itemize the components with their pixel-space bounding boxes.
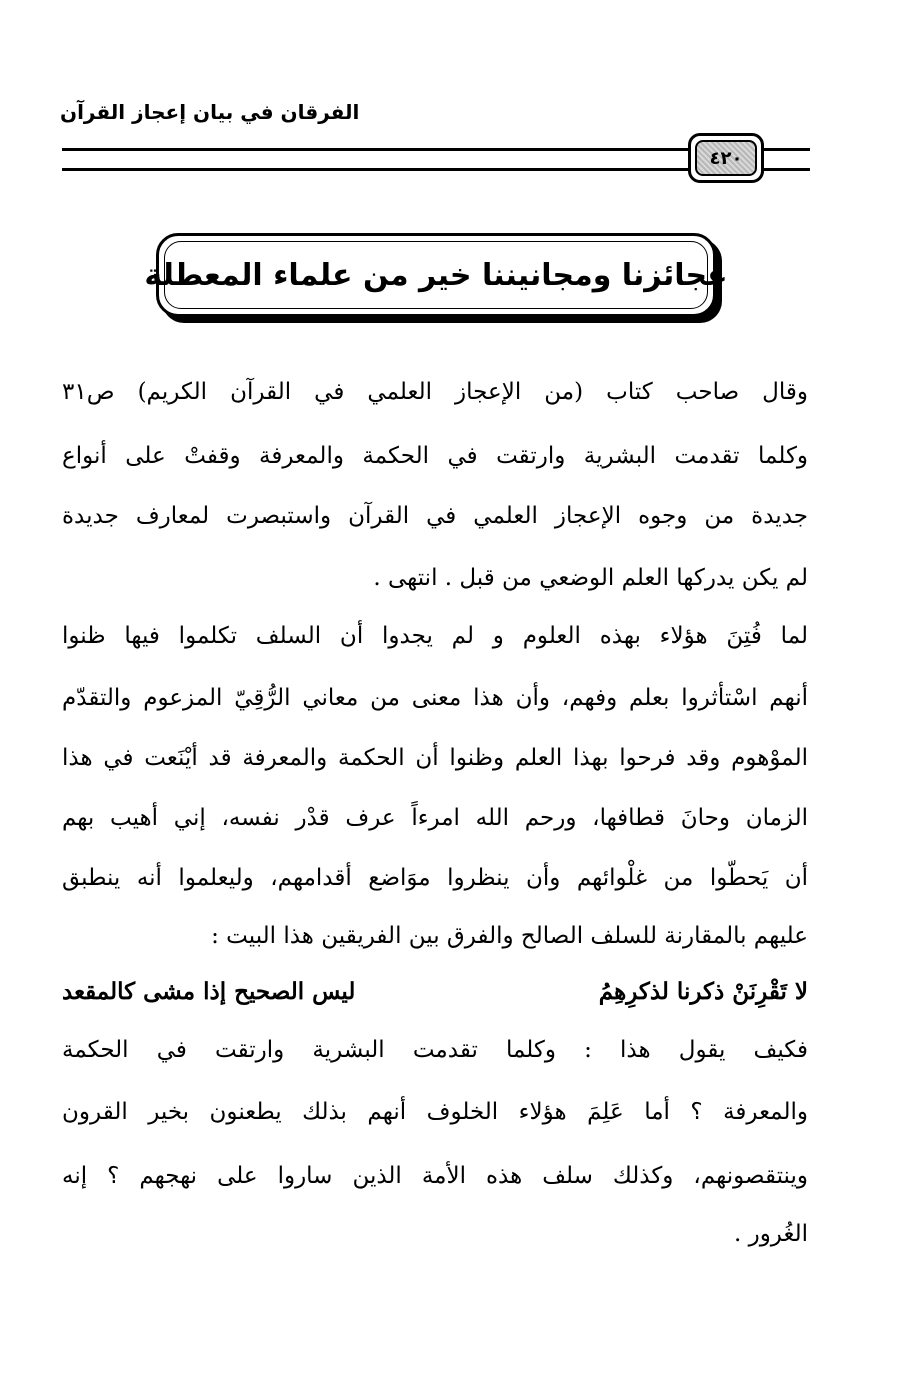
body-line: لما فُتِنَ هؤلاء بهذه العلوم و لم يجدوا أن السلف تكلموا فيها ظنوا <box>62 623 808 649</box>
verse-second-hemistich: ليس الصحيح إذا مشى كالمقعد <box>62 978 356 1005</box>
body-line: جديدة من وجوه الإعجاز العلمي في القرآن واستبصرت لمعارف جديدة <box>62 503 808 529</box>
body-line: عليهم بالمقارنة للسلف الصالح والفرق بين الفريقين هذا البيت : <box>211 923 808 949</box>
header-rule-right-top <box>764 148 810 151</box>
chapter-title-box <box>144 233 728 317</box>
header-rule-top <box>62 148 688 151</box>
verse-first-hemistich: لا تَقْرِنَنْ ذكرنا لذكرِهِمُ <box>598 978 808 1005</box>
body-line: أن يَحطّوا من غلْوائهم وأن ينظروا موَاضع أقدامهم، وليعلموا أنه ينطبق <box>62 865 808 891</box>
header-rule-bottom <box>62 168 688 171</box>
body-line: الموْهوم وقد فرحوا بهذا العلم وظنوا أن الحكمة والمعرفة قد أيْنَعت في هذا <box>62 745 808 771</box>
body-line: الزمان وحانَ قطافها، ورحم الله امرءاً عرف قدْر نفسه، إني أهيب بهم <box>62 805 808 831</box>
body-line: أنهم اسْتأثروا بعلم وفهم، وأن هذا معنى من معاني الرُّقِيّ المزعوم والتقدّم <box>62 685 808 711</box>
header-rule-right-bottom <box>764 168 810 171</box>
body-line: لم يكن يدركها العلم الوضعي من قبل . انتهى . <box>373 565 808 591</box>
body-line: وينتقصونهم، وكذلك سلف هذه الأمة الذين ساروا على نهجهم ؟ إنه <box>62 1163 808 1189</box>
page-number: ٤٢٠ <box>695 140 757 176</box>
poetry-verse <box>62 972 808 1012</box>
body-line: فكيف يقول هذا : وكلما تقدمت البشرية وارتقت في الحكمة <box>62 1037 808 1063</box>
body-line: والمعرفة ؟ أما عَلِمَ هؤلاء الخلوف أنهم بذلك يطعنون بخير القرون <box>62 1099 808 1125</box>
page-number-badge <box>688 133 764 183</box>
body-line: الغُرور . <box>733 1221 808 1247</box>
running-title: الفرقان في بيان إعجاز القرآن <box>60 100 360 124</box>
body-line: وكلما تقدمت البشرية وارتقت في الحكمة والمعرفة وقفتْ على أنواع <box>62 443 808 469</box>
body-line: وقال صاحب كتاب (من الإعجاز العلمي في القرآن الكريم) ص٣١ <box>62 379 808 405</box>
chapter-title: عجائزنا ومجانيننا خير من علماء المعطلة <box>144 257 728 293</box>
